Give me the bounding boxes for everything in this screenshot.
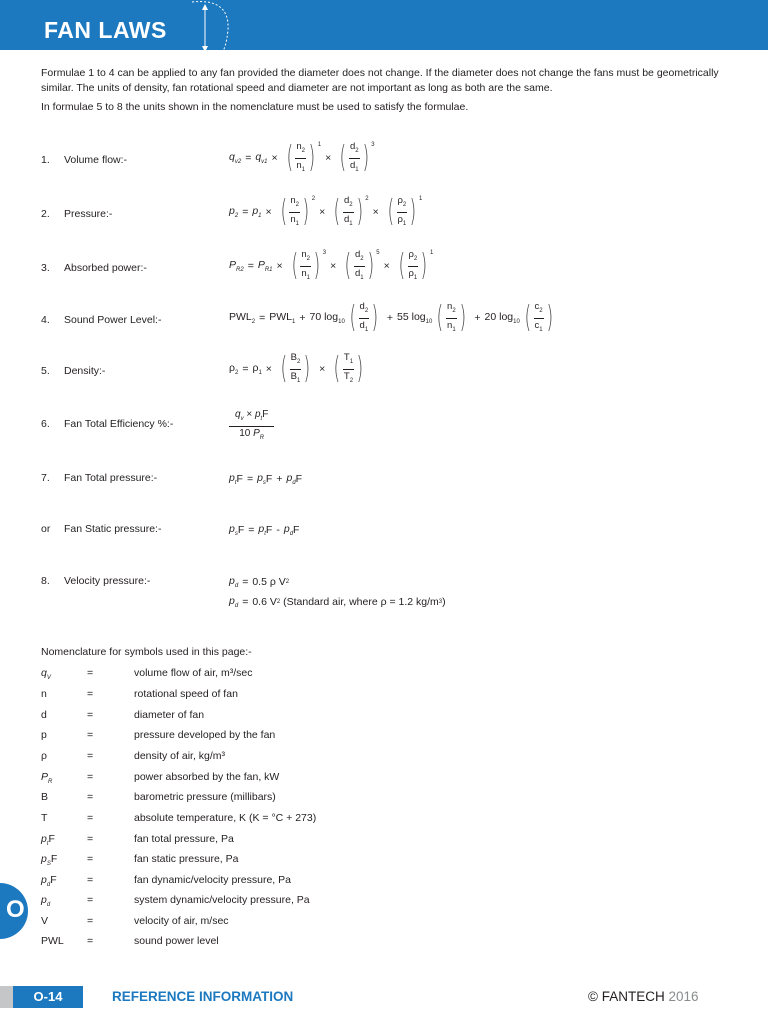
formula-fan-total-pressure: $p_t$ F = $p_s$ F + $p_d$ F (229, 472, 303, 487)
formula-velocity-pressure-2: $p_d$ = 0.6 V 2 (Standard air, where ρ = 1.2 kg/m 3 ) (229, 595, 446, 610)
nomenclature-definition: barometric pressure (millibars) (134, 791, 276, 803)
nomenclature-definition: diameter of fan (134, 709, 205, 721)
nomenclature-definition: fan dynamic/velocity pressure, Pa (134, 874, 291, 886)
intro-paragraph-1: Formulae 1 to 4 can be applied to any fan provided the diameter does not change. If the diameter does not change the fans must be geometrically similar. The units of density, fan rotational speed and diameter are not important as long as both are the same. (41, 67, 719, 94)
nomenclature-definition: system dynamic/velocity pressure, Pa (134, 894, 310, 906)
formula-label: Pressure:- (64, 208, 113, 220)
nomenclature-definition: volume flow of air, m³/sec (134, 667, 253, 679)
formula-label: Fan Total Efficiency %:- (64, 418, 174, 430)
nomenclature-symbol: d (41, 709, 47, 721)
nomenclature-definition: fan total pressure, Pa (134, 833, 234, 845)
formula-number: or (41, 523, 51, 535)
formula-label: Volume flow:- (64, 154, 128, 166)
nomenclature-symbol: T (41, 812, 48, 824)
nomenclature-symbol: $p_SF$ (41, 853, 58, 868)
nomenclature-symbol: B (41, 791, 49, 803)
intro-paragraph-2: In formulae 5 to 8 the units shown in the nomenclature must be used to satisfy the formulae. (41, 101, 469, 113)
formula-number: 1. (41, 154, 50, 166)
nomenclature-symbol: $q_V$ (41, 667, 51, 682)
nomenclature-symbol: n (41, 688, 47, 700)
nomenclature-symbol: $p_d$ (41, 894, 51, 909)
formula-number: 5. (41, 365, 50, 377)
nomenclature-definition: fan static pressure, Pa (134, 853, 239, 865)
nomenclature-equals: = (87, 874, 94, 886)
formula-number: 7. (41, 472, 50, 484)
nomenclature-equals: = (87, 750, 94, 762)
dimension-arrow-decoration (190, 0, 250, 55)
nomenclature-equals: = (87, 833, 94, 845)
formula-label: Density:- (64, 365, 106, 377)
formula-fan-static-pressure: $p_s$ F = $p_t$ F - $p_d$ F (229, 523, 300, 538)
nomenclature-symbol: $p_tF$ (41, 833, 55, 848)
header-band (0, 0, 768, 50)
formula-absorbed-power: $P_{R2}$ = $P_{R1}$ × ( $\frac{n_2}{n_1}$ ) 3 × ( $\frac{d_2}{d_1}$ ) 5 × ( $\frac{\rho_2}{\rho_1}$ ) 1 (229, 248, 434, 284)
nomenclature-definition: rotational speed of fan (134, 688, 238, 700)
nomenclature-definition: velocity of air, m/sec (134, 915, 229, 927)
footer-section-title: REFERENCE INFORMATION (112, 989, 294, 1004)
formula-label: Fan Total pressure:- (64, 472, 158, 484)
footer-grey-block (0, 986, 13, 1008)
formula-label: Fan Static pressure:- (64, 523, 162, 535)
nomenclature-definition: sound power level (134, 935, 219, 947)
formula-number: 4. (41, 314, 50, 326)
formula-number: 2. (41, 208, 50, 220)
nomenclature-equals: = (87, 812, 94, 824)
copyright-text: © FANTECH (588, 989, 665, 1004)
nomenclature-equals: = (87, 935, 94, 947)
nomenclature-definition: power absorbed by the fan, kW (134, 771, 280, 783)
nomenclature-symbol: p (41, 729, 47, 741)
formula-number: 8. (41, 575, 50, 587)
nomenclature-equals: = (87, 667, 94, 679)
nomenclature-equals: = (87, 709, 94, 721)
formula-label: Absorbed power:- (64, 262, 147, 274)
formula-label: Sound Power Level:- (64, 314, 162, 326)
section-tab-letter: O (6, 896, 25, 923)
nomenclature-definition: absolute temperature, K (K = °C + 273) (134, 812, 317, 824)
page-title: FAN LAWS (44, 17, 167, 43)
formula-number: 3. (41, 262, 50, 274)
nomenclature-equals: = (87, 791, 94, 803)
formula-velocity-pressure-1: $p_d$ = 0.5 ρ V 2 (229, 575, 290, 590)
nomenclature-symbol: PWL (41, 935, 64, 947)
nomenclature-symbol: $P_R$ (41, 771, 53, 786)
nomenclature-definition: pressure developed by the fan (134, 729, 276, 741)
formula-number: 6. (41, 418, 50, 430)
nomenclature-equals: = (87, 688, 94, 700)
nomenclature-equals: = (87, 771, 94, 783)
footer-copyright (588, 989, 699, 1004)
nomenclature-equals: = (87, 853, 94, 865)
formula-pressure: $p_2$ = $p_1$ × ( $\frac{n_2}{n_1}$ ) 2 × ( $\frac{d_2}{d_1}$ ) 2 × ( $\frac{\rho_2}{\rho_1}$ ) 1 (229, 194, 423, 230)
formula-density: $\rho_2$ = $\rho_1$ × ( $\frac{B_2}{B_1}$ ) × ( $\frac{T_1}{T_2}$ ) (229, 351, 364, 387)
nomenclature-heading: Nomenclature for symbols used in this page:- (41, 646, 252, 658)
formula-sound-power-level: $PWL_2$ = $PWL_1$ + 70 $\log_{10}$ ( $\frac{d_2}{d_1}$ ) + 55 $\log_{10}$ ( $\frac{n_2}{n_1}$ ) + 20 $\log_{10}$ ( $\frac{c_2}{c_1}$ ) (229, 300, 553, 336)
nomenclature-equals: = (87, 729, 94, 741)
nomenclature-definition: density of air, kg/m³ (134, 750, 226, 762)
formula-efficiency: $\frac{q_v \times p_tF}{10 P_R}$ (229, 408, 274, 445)
formula-label: Velocity pressure:- (64, 575, 151, 587)
nomenclature-symbol: V (41, 915, 49, 927)
nomenclature-symbol: $p_dF$ (41, 874, 57, 889)
page-number: O-14 (13, 986, 83, 1008)
nomenclature-equals: = (87, 894, 94, 906)
nomenclature-symbol: ρ (41, 750, 47, 762)
copyright-year: 2016 (668, 989, 699, 1004)
nomenclature-equals: = (87, 915, 94, 927)
formula-volume-flow: $q_{v2}$ = $q_{v1}$ × ( $\frac{n_2}{n_1}$ ) 1 × ( $\frac{d_2}{d_1}$ ) 3 (229, 140, 375, 176)
